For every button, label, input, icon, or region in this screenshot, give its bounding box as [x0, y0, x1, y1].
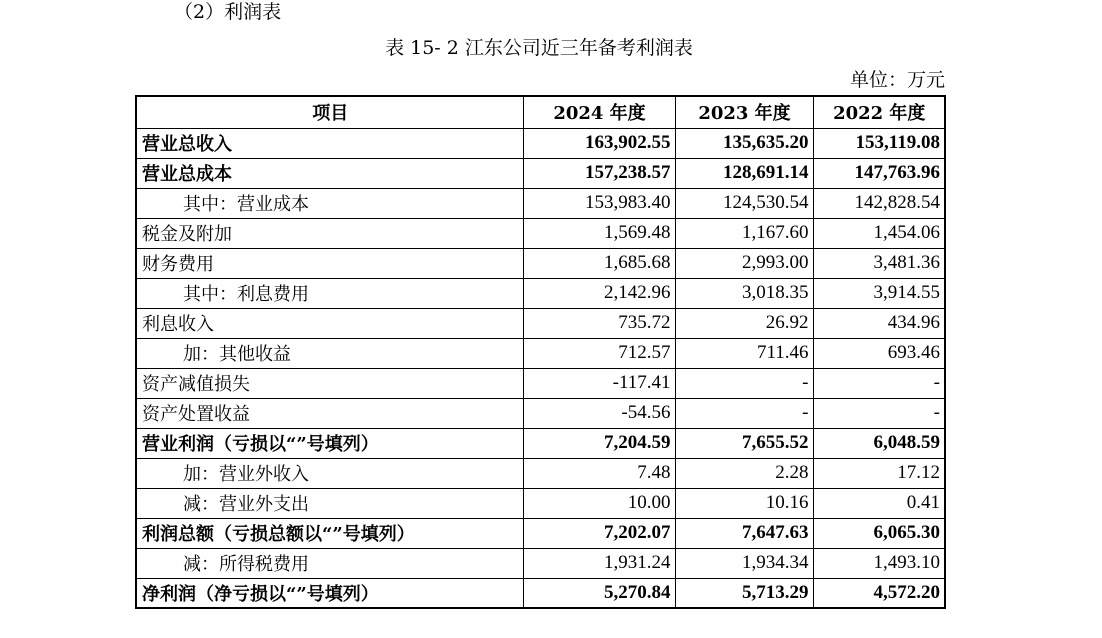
cell-2023: 711.46	[675, 338, 813, 368]
header-2023: 2023 年度	[675, 96, 813, 128]
row-label: 资产处置收益	[136, 398, 523, 428]
cell-2023: 1,934.34	[675, 548, 813, 578]
row-label: 资产减值损失	[136, 368, 523, 398]
cell-2022: 3,914.55	[813, 278, 945, 308]
table-row	[136, 188, 945, 218]
cell-2022: -	[813, 398, 945, 428]
row-label: 营业总成本	[136, 158, 523, 188]
row-label: 其中：营业成本	[136, 188, 523, 218]
row-label: 其中：利息费用	[136, 278, 523, 308]
table-row	[136, 128, 945, 158]
row-label: 营业总收入	[136, 128, 523, 158]
cell-2023: 128,691.14	[675, 158, 813, 188]
row-label: 税金及附加	[136, 218, 523, 248]
cell-2022: 1,493.10	[813, 548, 945, 578]
cell-2024: 2,142.96	[523, 278, 675, 308]
table-row	[136, 218, 945, 248]
row-label: 净利润（净亏损以“”号填列）	[136, 578, 523, 608]
table-caption: 表 15- 2 江东公司近三年备考利润表	[385, 37, 693, 59]
row-label: 利润总额（亏损总额以“”号填列）	[136, 518, 523, 548]
cell-2022: 434.96	[813, 308, 945, 338]
table-header-row	[136, 96, 945, 128]
row-label: 加：营业外收入	[136, 458, 523, 488]
table-row	[136, 278, 945, 308]
table-row	[136, 158, 945, 188]
cell-2022: -	[813, 368, 945, 398]
header-2024: 2024 年度	[523, 96, 675, 128]
cell-2024: 163,902.55	[523, 128, 675, 158]
cell-2024: 1,931.24	[523, 548, 675, 578]
row-label: 财务费用	[136, 248, 523, 278]
row-label: 利息收入	[136, 308, 523, 338]
cell-2022: 6,048.59	[813, 428, 945, 458]
cell-2023: 135,635.20	[675, 128, 813, 158]
cell-2022: 1,454.06	[813, 218, 945, 248]
table-row	[136, 518, 945, 548]
cell-2022: 3,481.36	[813, 248, 945, 278]
cell-2024: 712.57	[523, 338, 675, 368]
table-row	[136, 428, 945, 458]
cell-2024: 7,202.07	[523, 518, 675, 548]
row-label: 减：所得税费用	[136, 548, 523, 578]
table-row	[136, 308, 945, 338]
cell-2022: 0.41	[813, 488, 945, 518]
cell-2024: 1,685.68	[523, 248, 675, 278]
cell-2023: 5,713.29	[675, 578, 813, 608]
cell-2022: 4,572.20	[813, 578, 945, 608]
cell-2024: 10.00	[523, 488, 675, 518]
table-row	[136, 488, 945, 518]
row-label: 加：其他收益	[136, 338, 523, 368]
cell-2023: 1,167.60	[675, 218, 813, 248]
cell-2023: 7,647.63	[675, 518, 813, 548]
cell-2023: -	[675, 368, 813, 398]
cell-2024: 7.48	[523, 458, 675, 488]
table-body	[136, 128, 945, 608]
cell-2024: 735.72	[523, 308, 675, 338]
row-label: 减：营业外支出	[136, 488, 523, 518]
cell-2023: 124,530.54	[675, 188, 813, 218]
cell-2022: 147,763.96	[813, 158, 945, 188]
table-row	[136, 578, 945, 608]
cell-2024: 157,238.57	[523, 158, 675, 188]
income-statement-table	[135, 95, 946, 609]
cell-2023: 26.92	[675, 308, 813, 338]
cell-2024: -117.41	[523, 368, 675, 398]
cell-2023: 2.28	[675, 458, 813, 488]
cell-2022: 693.46	[813, 338, 945, 368]
unit-label: 单位：万元	[849, 69, 945, 91]
cell-2023: 7,655.52	[675, 428, 813, 458]
table-row	[136, 398, 945, 428]
cell-2024: 7,204.59	[523, 428, 675, 458]
table-row	[136, 368, 945, 398]
header-2022: 2022 年度	[813, 96, 945, 128]
cell-2023: -	[675, 398, 813, 428]
cell-2024: 5,270.84	[523, 578, 675, 608]
cell-2024: 1,569.48	[523, 218, 675, 248]
table-row	[136, 338, 945, 368]
cell-2023: 2,993.00	[675, 248, 813, 278]
section-heading: （2）利润表	[174, 1, 282, 23]
cell-2022: 17.12	[813, 458, 945, 488]
table-row	[136, 548, 945, 578]
cell-2023: 10.16	[675, 488, 813, 518]
cell-2022: 142,828.54	[813, 188, 945, 218]
table-row	[136, 458, 945, 488]
table-row	[136, 248, 945, 278]
cell-2023: 3,018.35	[675, 278, 813, 308]
header-item: 项目	[136, 96, 523, 128]
cell-2024: -54.56	[523, 398, 675, 428]
cell-2022: 6,065.30	[813, 518, 945, 548]
cell-2022: 153,119.08	[813, 128, 945, 158]
row-label: 营业利润（亏损以“”号填列）	[136, 428, 523, 458]
cell-2024: 153,983.40	[523, 188, 675, 218]
